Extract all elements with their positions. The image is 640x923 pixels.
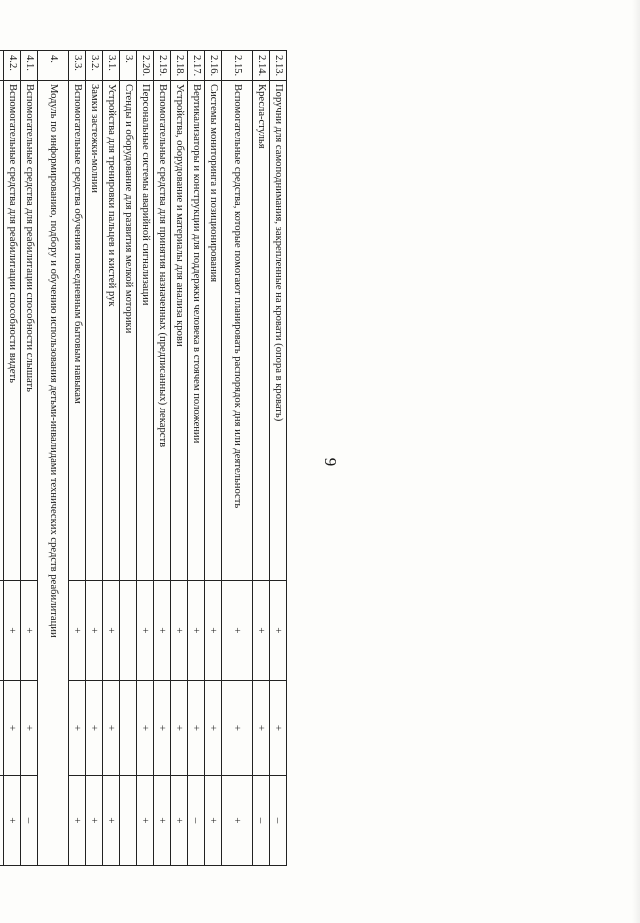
table-row [171, 51, 188, 866]
row-mark-col-3: + [222, 776, 253, 866]
row-mark-col-2: + [86, 681, 103, 776]
table-row [270, 51, 287, 866]
row-number: 2.18. [171, 51, 188, 81]
row-mark-col-1: + [4, 581, 21, 681]
row-mark-col-2: + [270, 681, 287, 776]
row-number: 2.19. [154, 51, 171, 81]
row-mark-col-1: + [270, 581, 287, 681]
row-mark-col-1 [0, 581, 4, 681]
row-mark-col-1: + [171, 581, 188, 681]
row-description: Устройства для тренировки пальцев и кистей рук [103, 81, 120, 581]
row-number: 2.20. [137, 51, 154, 81]
table-row [69, 51, 86, 866]
row-mark-col-1: + [154, 581, 171, 681]
scan-edge-shadow [632, 0, 640, 923]
row-description: Устройства, оборудование и материалы для анализа крови [171, 81, 188, 581]
row-number: 4.2. [4, 51, 21, 81]
row-description: Замки застежки-молнии [86, 81, 103, 581]
row-number: 3.3. [69, 51, 86, 81]
row-number: 3.1. [103, 51, 120, 81]
row-mark-col-3: + [205, 776, 222, 866]
row-mark-col-2: + [69, 681, 86, 776]
row-description: Вертикализаторы и конструкции для поддержки человека в стоячем положении [188, 81, 205, 581]
row-mark-col-2 [0, 681, 4, 776]
row-number: 2.14. [253, 51, 270, 81]
row-mark-col-2: + [137, 681, 154, 776]
row-mark-col-3: – [270, 776, 287, 866]
row-mark-col-1: + [137, 581, 154, 681]
table-row [205, 51, 222, 866]
row-mark-col-2: + [171, 681, 188, 776]
row-description: Стенды и оборудование для развития мелкой моторики [120, 81, 137, 581]
row-mark-col-3 [120, 776, 137, 866]
equipment-table [0, 50, 287, 866]
row-mark-col-2: + [222, 681, 253, 776]
row-mark-col-2: + [103, 681, 120, 776]
table-row [222, 51, 253, 866]
row-mark-col-3: + [171, 776, 188, 866]
table-row [188, 51, 205, 866]
row-mark-col-3 [0, 776, 4, 866]
row-number: 3. [120, 51, 137, 81]
table-row [253, 51, 270, 866]
row-description: Вспомогательные средства для реабилитации способности слышать [21, 81, 38, 581]
row-description [0, 81, 4, 581]
row-mark-col-3: – [188, 776, 205, 866]
row-number [0, 51, 4, 81]
row-mark-col-3: + [69, 776, 86, 866]
table-row [86, 51, 103, 866]
row-mark-col-1: + [253, 581, 270, 681]
module-heading: Модуль по информированию, подбору и обучению использования детьми-инвалидами технических средств реабилитации [38, 81, 69, 866]
row-number: 4. [38, 51, 69, 81]
table-row [21, 51, 38, 866]
row-mark-col-1: + [69, 581, 86, 681]
row-number: 2.15. [222, 51, 253, 81]
row-number: 4.1. [21, 51, 38, 81]
row-mark-col-1 [120, 581, 137, 681]
row-description: Кресла-стулья [253, 81, 270, 581]
row-mark-col-3: + [86, 776, 103, 866]
row-mark-col-1: + [21, 581, 38, 681]
row-mark-col-3: – [21, 776, 38, 866]
table-row [137, 51, 154, 866]
row-mark-col-2: + [188, 681, 205, 776]
row-mark-col-1: + [86, 581, 103, 681]
page-number: 9 [321, 457, 340, 467]
row-mark-col-1: + [222, 581, 253, 681]
row-description: Поручни для самоподнимания, закрепленные на кровати (опора в кровать) [270, 81, 287, 581]
row-number: 3.2. [86, 51, 103, 81]
table-row [38, 51, 69, 866]
table-row [103, 51, 120, 866]
row-description: Персональные системы аварийной сигнализации [137, 81, 154, 581]
row-description: Вспомогательные средства для реабилитации способности видеть [4, 81, 21, 581]
row-mark-col-3: + [103, 776, 120, 866]
row-description: Системы мониторинга и позиционирования [205, 81, 222, 581]
row-description: Вспомогательные средства, которые помогают планировать распорядок дня или деятельность [222, 81, 253, 581]
table-row [0, 51, 4, 866]
row-mark-col-2: + [253, 681, 270, 776]
row-mark-col-2 [120, 681, 137, 776]
row-mark-col-3: + [154, 776, 171, 866]
row-mark-col-3: + [137, 776, 154, 866]
row-mark-col-1: + [205, 581, 222, 681]
row-mark-col-3: – [253, 776, 270, 866]
row-mark-col-2: + [21, 681, 38, 776]
row-description: Вспомогательные средства для принятия назначенных (предписанных) лекарств [154, 81, 171, 581]
row-description: Вспомогательные средства обучения повседневным бытовым навыкам [69, 81, 86, 581]
row-mark-col-3: + [4, 776, 21, 866]
row-mark-col-1: + [103, 581, 120, 681]
row-mark-col-2: + [154, 681, 171, 776]
row-number: 2.13. [270, 51, 287, 81]
row-mark-col-2: + [205, 681, 222, 776]
table-row [154, 51, 171, 866]
table-row [120, 51, 137, 866]
row-number: 2.16. [205, 51, 222, 81]
row-number: 2.17. [188, 51, 205, 81]
row-mark-col-1: + [188, 581, 205, 681]
row-mark-col-2: + [4, 681, 21, 776]
table-row [4, 51, 21, 866]
rotated-table-frame [6, 50, 287, 865]
